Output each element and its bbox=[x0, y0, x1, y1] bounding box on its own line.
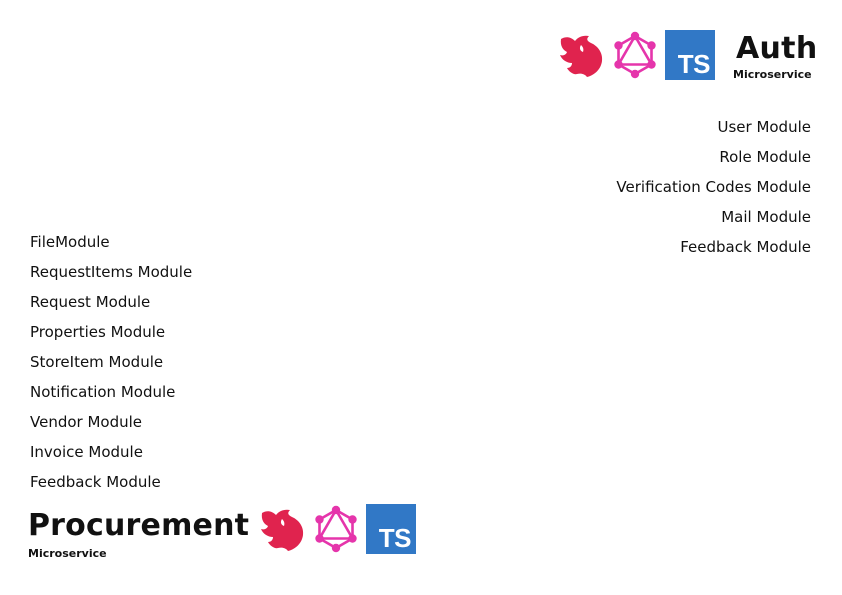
graphql-icon bbox=[312, 505, 360, 553]
procurement-module-item: FileModule bbox=[30, 233, 110, 251]
nestjs-cat-shape bbox=[261, 510, 303, 551]
procurement-module-item: Invoice Module bbox=[30, 443, 143, 461]
procurement-logo-group bbox=[258, 504, 416, 554]
typescript-icon-label: TS bbox=[378, 523, 411, 553]
nestjs-cat-shape bbox=[560, 36, 602, 77]
typescript-icon bbox=[366, 504, 416, 554]
nestjs-cat-icon bbox=[557, 31, 605, 79]
auth-service-title: Auth bbox=[736, 31, 818, 66]
procurement-module-item: Request Module bbox=[30, 293, 151, 311]
auth-logo-group bbox=[557, 30, 715, 80]
procurement-module-item: Notification Module bbox=[30, 383, 176, 401]
procurement-module-list bbox=[30, 227, 192, 497]
auth-module-item: Feedback Module bbox=[680, 238, 811, 256]
auth-module-item: Role Module bbox=[719, 148, 811, 166]
procurement-service-title: Procurement bbox=[28, 508, 250, 543]
procurement-module-item: Vendor Module bbox=[30, 413, 143, 431]
procurement-module-item: Properties Module bbox=[30, 323, 166, 341]
procurement-module-item: Feedback Module bbox=[30, 473, 161, 491]
auth-module-item: Verification Codes Module bbox=[616, 178, 811, 196]
procurement-module-item: StoreItem Module bbox=[30, 353, 164, 371]
auth-module-item: Mail Module bbox=[721, 208, 811, 226]
auth-module-item: User Module bbox=[717, 118, 811, 136]
procurement-service-subtitle: Microservice bbox=[28, 547, 107, 560]
auth-module-list bbox=[616, 112, 811, 262]
auth-service-subtitle: Microservice bbox=[733, 68, 812, 81]
graphql-icon bbox=[611, 31, 659, 79]
typescript-icon bbox=[665, 30, 715, 80]
procurement-module-item: RequestItems Module bbox=[30, 263, 193, 281]
nestjs-cat-icon bbox=[258, 505, 306, 553]
typescript-icon-label: TS bbox=[677, 49, 710, 79]
